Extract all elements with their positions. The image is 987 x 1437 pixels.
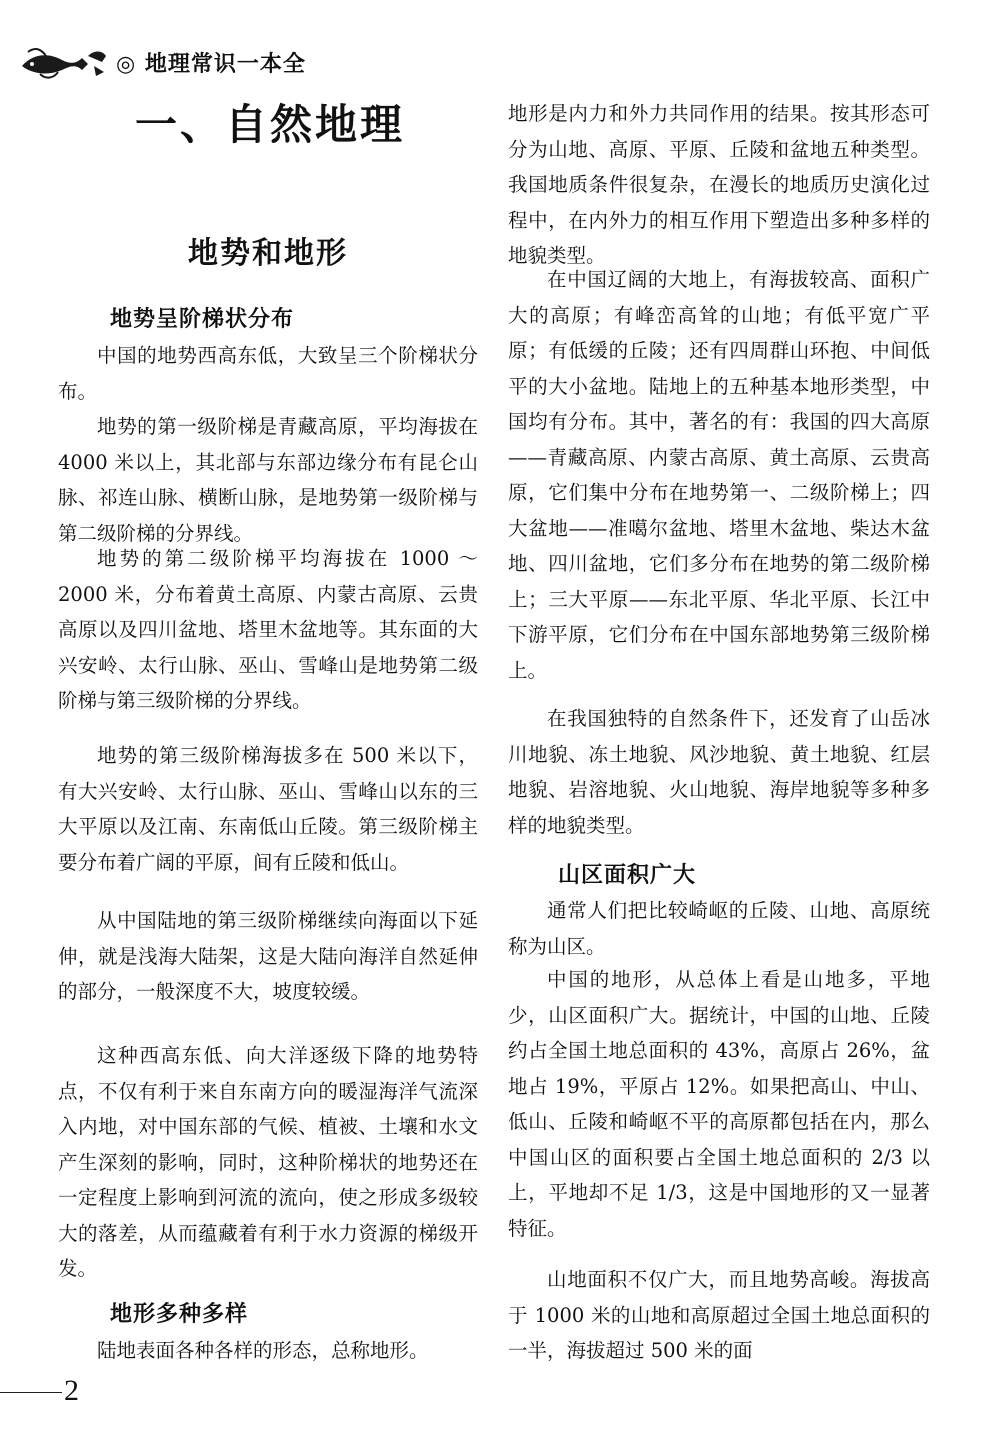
paragraph: 地势的第三级阶梯海拔多在 500 米以下，有大兴安岭、太行山脉、巫山、雪峰山以东的三大平原以及江南、东南低山丘陵。第三级阶梯主要分布着广阔的平原，间有丘陵和低山。 xyxy=(58,744,478,874)
footer-rule xyxy=(0,1392,62,1393)
fish-ornament-icon xyxy=(18,42,110,82)
paragraph: 通常人们把比较崎岖的丘陵、山地、高原统称为山区。 xyxy=(508,899,930,958)
section-title: 地势和地形 xyxy=(188,236,348,271)
paragraph: 这种西高东低、向大洋逐级下降的地势特点，不仅有利于来自东南方向的暖湿海洋气流深入内地，对中国东部的气候、植被、土壤和水文产生深刻的影响，同时，这种阶梯状的地势还在一定程度上影响到河流的流向，使之形成多级较大的落差，从而蕴藏着有利于水力资源的梯级开发。 xyxy=(58,1044,478,1280)
paragraph: 中国的地势西高东低，大致呈三个阶梯状分布。 xyxy=(58,344,478,403)
book-title: ◎ 地理常识一本全 xyxy=(116,51,306,77)
running-header xyxy=(18,40,306,84)
subheading-mountain-area: 山区面积广大 xyxy=(558,863,697,888)
paragraph: 地势的第一级阶梯是青藏高原，平均海拔在 4000 米以上，其北部与东部边缘分布有昆仑山脉、祁连山脉、横断山脉，是地势第一级阶梯与第二级阶梯的分界线。 xyxy=(58,415,478,545)
paragraph: 在我国独特的自然条件下，还发育了山岳冰川地貌、冻土地貌、风沙地貌、黄土地貌、红层地貌、岩溶地貌、火山地貌、海岸地貌等多种多样的地貌类型。 xyxy=(508,707,930,837)
paragraph: 从中国陆地的第三级阶梯继续向海面以下延伸，就是浅海大陆架，这是大陆向海洋自然延伸的部分，一般深度不大，坡度较缓。 xyxy=(58,909,478,1003)
paragraph: 地形是内力和外力共同作用的结果。按其形态可分为山地、高原、平原、丘陵和盆地五种类型。我国地质条件很复杂，在漫长的地质历史演化过程中，在内外力的相互作用下塑造出多种多样的地貌类型。 xyxy=(508,102,930,267)
paragraph: 中国的地形，从总体上看是山地多，平地少，山区面积广大。据统计，中国的山地、丘陵约占全国土地总面积的 43%，高原占 26%，盆地占 19%，平原占 12%。如果把高山、中山、低山、丘陵和崎岖不平的高原都包括在内，那么中国山区的面积要占全国土地总面积的 2/3 以上，平地却不足 1/3，这是中国地形的又一显著特征。 xyxy=(508,968,930,1240)
chapter-title: 一、自然地理 xyxy=(134,100,405,149)
page-number: 2 xyxy=(64,1374,79,1407)
paragraph: 地势的第二级阶梯平均海拔在 1000 ～ 2000 米，分布着黄土高原、内蒙古高原、云贵高原以及四川盆地、塔里木盆地等。其东面的大兴安岭、太行山脉、巫山、雪峰山是地势第二级阶梯与第三级阶梯的分界线。 xyxy=(58,547,478,712)
subheading-landform-variety: 地形多种多样 xyxy=(110,1302,249,1327)
paragraph: 陆地表面各种各样的形态，总称地形。 xyxy=(97,1339,429,1362)
paragraph: 在中国辽阔的大地上，有海拔较高、面积广大的高原；有峰峦高耸的山地；有低平宽广平原；有低缓的丘陵；还有四周群山环抱、中间低平的大小盆地。陆地上的五种基本地形类型，中国均有分布。其中，著名的有：我国的四大高原——青藏高原、内蒙古高原、黄土高原、云贵高原，它们集中分布在地势第一、二级阶梯上；四大盆地——准噶尔盆地、塔里木盆地、柴达木盆地、四川盆地，它们多分布在地势的第二级阶梯上；三大平原——东北平原、华北平原、长江中下游平原，它们分布在中国东部地势第三级阶梯上。 xyxy=(508,268,930,682)
paragraph: 山地面积不仅广大，而且地势高峻。海拔高于 1000 米的山地和高原超过全国土地总面积的一半，海拔超过 500 米的面 xyxy=(508,1268,930,1362)
subheading-terrain-steps: 地势呈阶梯状分布 xyxy=(110,307,295,332)
